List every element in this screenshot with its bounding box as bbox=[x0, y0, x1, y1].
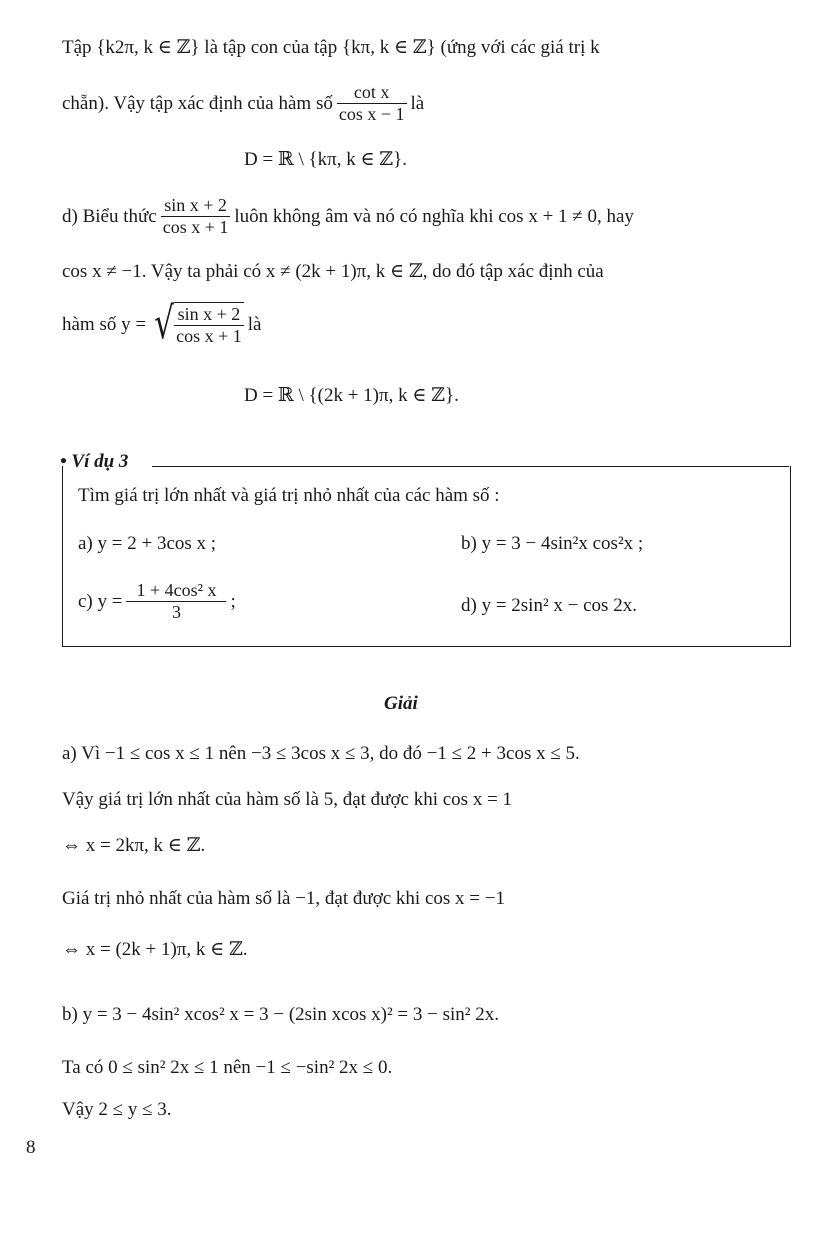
fraction-numerator: 1 + 4cos² x bbox=[136, 580, 217, 600]
fraction-numerator: sin x + 2 bbox=[164, 195, 227, 215]
example-box-left-rule bbox=[62, 478, 63, 646]
intro-line-2-text: chẵn). Vậy tập xác định của hàm số bbox=[62, 92, 333, 114]
fraction-denominator: cos x + 1 bbox=[176, 326, 242, 346]
intro-line-2 bbox=[62, 82, 424, 125]
part-d-line-3 bbox=[62, 298, 262, 349]
example-item-a: a) y = 2 + 3cos x ; bbox=[78, 533, 217, 554]
example-item-c-post: ; bbox=[230, 590, 236, 612]
fraction-sin-over-cos bbox=[161, 195, 231, 238]
solution-line-4: Giá trị nhỏ nhất của hàm số là −1, đạt được khi cos x = −1 bbox=[62, 888, 505, 909]
part-d-line-2: cos x ≠ −1. Vậy ta phải có x ≠ (2k + 1)π, k ∈ ℤ, do đó tập xác định của bbox=[62, 261, 604, 282]
solution-line-7: Ta có 0 ≤ sin² 2x ≤ 1 nên −1 ≤ −sin² 2x ≤ 0. bbox=[62, 1057, 393, 1078]
part-d-line-3-post: là bbox=[247, 313, 262, 335]
example-item-c-pre: c) y = bbox=[78, 590, 123, 612]
example-item-d: d) y = 2sin² x − cos 2x. bbox=[461, 595, 637, 616]
solution-line-5: ⇔ x = (2k + 1)π, k ∈ ℤ. bbox=[62, 939, 248, 960]
example-title: • Ví dụ 3 bbox=[60, 451, 129, 472]
example-item-c bbox=[78, 580, 236, 623]
fraction-denominator: cos x − 1 bbox=[338, 104, 405, 124]
page-number: 8 bbox=[26, 1137, 36, 1158]
solution-line-8: Vậy 2 ≤ y ≤ 3. bbox=[62, 1099, 172, 1120]
intro-line-1: Tập {k2π, k ∈ ℤ} là tập con của tập {kπ, k ∈ ℤ} (ứng với các giá trị k bbox=[62, 37, 600, 58]
fraction-numerator: cot x bbox=[353, 82, 390, 102]
part-d-line-3-pre: hàm số y = bbox=[62, 313, 147, 335]
domain-equation-2: D = ℝ \ {(2k + 1)π, k ∈ ℤ}. bbox=[244, 385, 459, 406]
solution-line-3: ⇔ x = 2kπ, k ∈ ℤ. bbox=[62, 835, 206, 856]
domain-equation-1: D = ℝ \ {kπ, k ∈ ℤ}. bbox=[244, 149, 408, 170]
fraction-denominator: cos x + 1 bbox=[162, 217, 229, 237]
solution-line-2: Vậy giá trị lớn nhất của hàm số là 5, đạt được khi cos x = 1 bbox=[62, 789, 513, 810]
fraction-numerator: sin x + 2 bbox=[177, 304, 241, 324]
fraction-example-c bbox=[126, 580, 226, 623]
fraction-cot-over-cos bbox=[337, 82, 407, 125]
part-d-pre: d) Biểu thức bbox=[62, 205, 157, 227]
fraction-denominator: 3 bbox=[126, 601, 226, 623]
example-prompt: Tìm giá trị lớn nhất và giá trị nhỏ nhất của các hàm số : bbox=[78, 485, 500, 506]
fraction-under-root bbox=[174, 304, 244, 347]
example-item-b: b) y = 3 − 4sin²x cos²x ; bbox=[461, 533, 644, 554]
intro-line-2-post: là bbox=[410, 92, 425, 114]
solution-line-6: b) y = 3 − 4sin² xcos² x = 3 − (2sin xcos x)² = 3 − sin² 2x. bbox=[62, 1004, 499, 1025]
radical-sign-icon: √ bbox=[154, 298, 174, 349]
solution-line-1: a) Vì −1 ≤ cos x ≤ 1 nên −3 ≤ 3cos x ≤ 3, do đó −1 ≤ 2 + 3cos x ≤ 5. bbox=[62, 743, 580, 764]
solution-heading: Giải bbox=[384, 693, 418, 714]
part-d-post: luôn không âm và nó có nghĩa khi cos x + 1 ≠ 0, hay bbox=[234, 205, 634, 227]
part-d-line-1 bbox=[62, 195, 634, 238]
square-root bbox=[150, 298, 244, 349]
